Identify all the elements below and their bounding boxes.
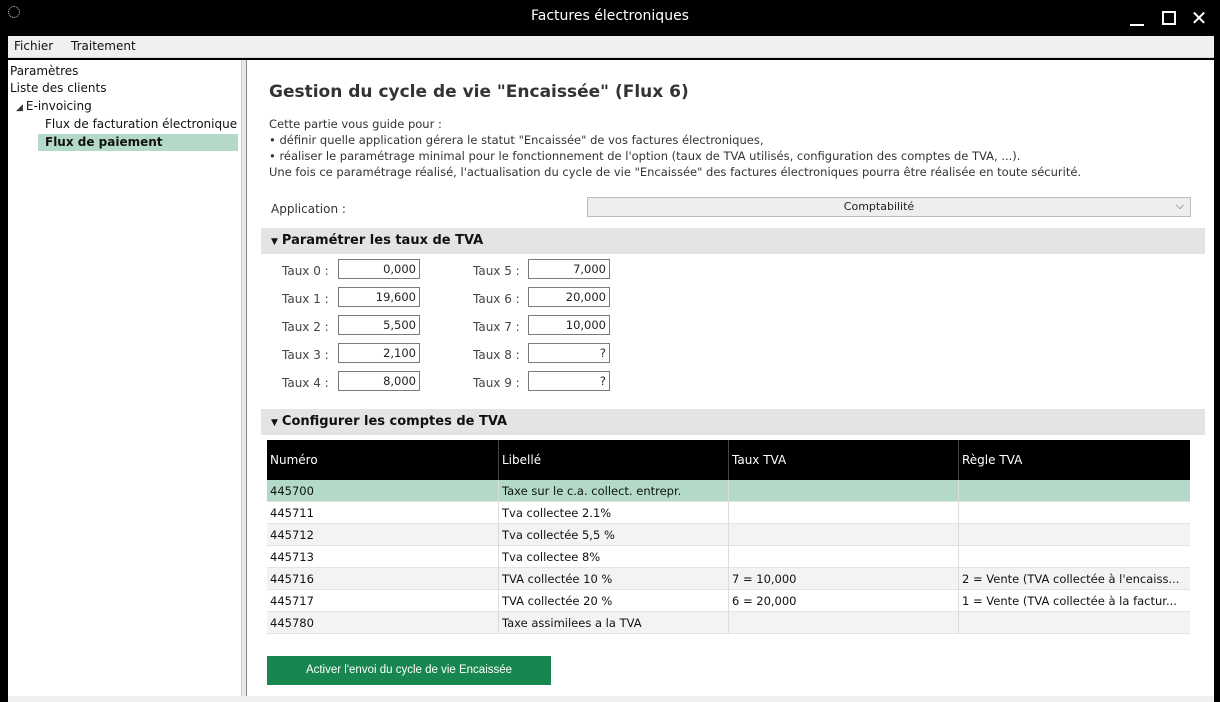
- table-cell: 2 = Vente (TVA collectée à l'encaiss...: [958, 568, 1190, 590]
- menu-traitement[interactable]: Traitement: [71, 39, 136, 53]
- activate-cycle-button[interactable]: Activer l'envoi du cycle de vie Encaissée: [267, 656, 551, 685]
- rate-label-2: Taux 2 :: [282, 320, 329, 334]
- menu-fichier[interactable]: Fichier: [14, 39, 54, 53]
- maximize-icon: [1162, 11, 1176, 25]
- intro-line: Une fois ce paramétrage réalisé, l'actualisation du cycle de vie "Encaissée" des factures électroniques pourra être réalisée en toute sécurité.: [269, 165, 1082, 179]
- section-header-accounts[interactable]: [261, 409, 1205, 435]
- status-strip: [8, 696, 1214, 702]
- rate-label-4: Taux 4 :: [282, 376, 329, 390]
- page-title: Gestion du cycle de vie "Encaissée" (Flux 6): [269, 82, 689, 102]
- collapse-arrow-icon: ▼: [271, 237, 278, 247]
- close-icon: ✕: [1190, 6, 1208, 30]
- table-cell: Taxe sur le c.a. collect. entrepr.: [498, 480, 728, 502]
- title-bar: [0, 0, 1220, 36]
- column-header-regle[interactable]: Règle TVA: [958, 440, 1190, 480]
- application-select-value: Comptabilité: [843, 200, 915, 213]
- rate-label-7: Taux 7 :: [473, 320, 520, 334]
- intro-text: [269, 116, 1081, 180]
- rate-label-6: Taux 6 :: [473, 292, 520, 306]
- column-header-numero[interactable]: Numéro: [270, 453, 318, 467]
- rate-input-5[interactable]: 7,000: [528, 259, 610, 279]
- table-cell: [958, 546, 1190, 568]
- table-cell: [958, 524, 1190, 546]
- table-cell: Tva collectée 5,5 %: [498, 524, 728, 546]
- rate-label-9: Taux 9 :: [473, 376, 520, 390]
- table-row[interactable]: [267, 480, 1190, 502]
- section-accounts-title: Configurer les comptes de TVA: [281, 414, 508, 429]
- table-cell: [958, 502, 1190, 524]
- table-cell: 445700: [270, 484, 314, 498]
- minimize-button[interactable]: [1122, 6, 1152, 30]
- table-row[interactable]: [267, 568, 1190, 590]
- table-cell: 7 = 10,000: [728, 568, 958, 590]
- tree-item-flux-facturation[interactable]: Flux de facturation électronique: [45, 117, 238, 131]
- rate-label-8: Taux 8 :: [473, 348, 520, 362]
- table-cell: 6 = 20,000: [728, 590, 958, 612]
- column-header-taux[interactable]: Taux TVA: [728, 440, 958, 480]
- tree-item-parametres[interactable]: Paramètres: [10, 64, 79, 78]
- expand-arrow-icon[interactable]: ◢: [16, 103, 23, 113]
- vat-accounts-table: [267, 440, 1190, 634]
- maximize-button[interactable]: [1153, 6, 1183, 30]
- rate-input-4[interactable]: 8,000: [338, 371, 420, 391]
- table-cell: [728, 502, 958, 524]
- rate-label-3: Taux 3 :: [282, 348, 329, 362]
- table-cell: 445717: [270, 594, 314, 608]
- rate-input-1[interactable]: 19,600: [338, 287, 420, 307]
- rate-input-7[interactable]: 10,000: [528, 315, 610, 335]
- application-label: Application :: [271, 202, 346, 216]
- tree-item-e-invoicing[interactable]: [16, 98, 92, 115]
- table-header: [267, 440, 1190, 480]
- table-body: [267, 480, 1190, 634]
- rate-input-3[interactable]: 2,100: [338, 343, 420, 363]
- table-cell: 445711: [270, 506, 314, 520]
- intro-line: • réaliser le paramétrage minimal pour le fonctionnement de l'option (taux de TVA utilisés, configuration des comptes de TVA, ...).: [269, 149, 1021, 163]
- table-row[interactable]: [267, 524, 1190, 546]
- minimize-icon: [1130, 24, 1144, 26]
- menu-bar: [8, 36, 1214, 58]
- table-cell: 445713: [270, 550, 314, 564]
- application-select[interactable]: [587, 197, 1191, 217]
- tree-item-liste-clients[interactable]: Liste des clients: [10, 81, 107, 95]
- rate-label-0: Taux 0 :: [282, 264, 329, 278]
- collapse-arrow-icon: ▼: [271, 418, 278, 428]
- table-row[interactable]: [267, 546, 1190, 568]
- table-cell: Tva collectee 2.1%: [498, 502, 728, 524]
- table-cell: [728, 524, 958, 546]
- rate-label-1: Taux 1 :: [282, 292, 329, 306]
- close-button[interactable]: [1184, 6, 1214, 30]
- navigation-tree: [8, 60, 242, 696]
- table-cell: 445712: [270, 528, 314, 542]
- main-panel: [246, 60, 1214, 696]
- table-cell: [728, 612, 958, 634]
- tree-item-e-invoicing-label: E-invoicing: [25, 99, 92, 113]
- table-cell: [728, 546, 958, 568]
- table-cell: Tva collectee 8%: [498, 546, 728, 568]
- table-cell: TVA collectée 20 %: [498, 590, 728, 612]
- table-cell: TVA collectée 10 %: [498, 568, 728, 590]
- table-cell: [958, 480, 1190, 502]
- table-cell: Taxe assimilees a la TVA: [498, 612, 728, 634]
- table-row[interactable]: [267, 612, 1190, 634]
- section-rates-title: Paramétrer les taux de TVA: [281, 233, 484, 248]
- rate-input-6[interactable]: 20,000: [528, 287, 610, 307]
- table-row[interactable]: [267, 502, 1190, 524]
- table-cell: 445780: [270, 616, 314, 630]
- table-cell: [728, 480, 958, 502]
- table-cell: [958, 612, 1190, 634]
- tree-item-flux-paiement[interactable]: Flux de paiement: [38, 134, 238, 151]
- chevron-down-icon: ⌵: [1175, 199, 1184, 212]
- table-cell: 445716: [270, 572, 314, 586]
- table-row[interactable]: [267, 590, 1190, 612]
- intro-line: • définir quelle application gérera le statut "Encaissée" de vos factures électroniques,: [269, 133, 764, 147]
- section-header-rates[interactable]: [261, 228, 1205, 254]
- rate-input-9[interactable]: ?: [528, 371, 610, 391]
- column-header-libelle[interactable]: Libellé: [498, 440, 728, 480]
- rate-input-8[interactable]: ?: [528, 343, 610, 363]
- window-title: Factures électroniques: [531, 8, 689, 24]
- rate-label-5: Taux 5 :: [473, 264, 520, 278]
- intro-line: Cette partie vous guide pour :: [269, 117, 442, 131]
- rate-input-0[interactable]: 0,000: [338, 259, 420, 279]
- rate-input-2[interactable]: 5,500: [338, 315, 420, 335]
- table-cell: 1 = Vente (TVA collectée à la factur...: [958, 590, 1190, 612]
